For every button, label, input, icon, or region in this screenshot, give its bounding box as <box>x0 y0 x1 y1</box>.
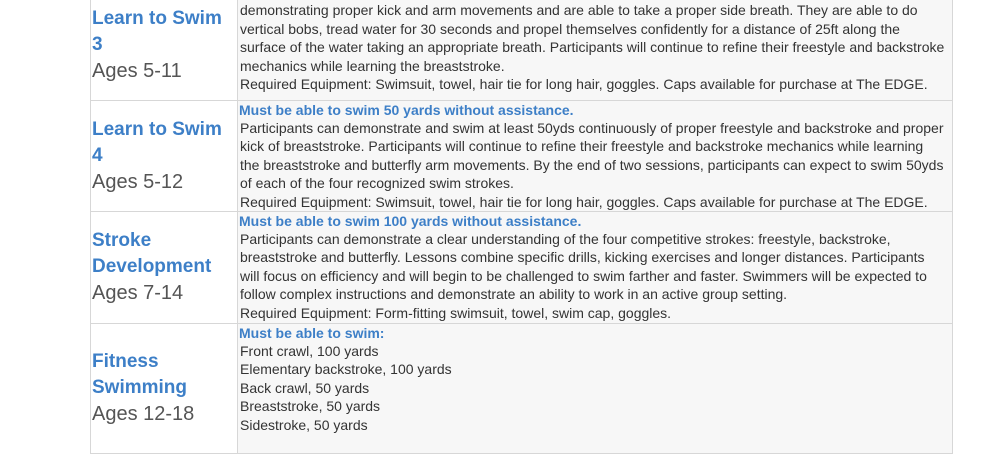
class-description-cell <box>238 0 953 101</box>
class-description-cell <box>238 324 953 454</box>
class-description <box>239 0 952 75</box>
class-requirement: Must be able to swim 100 yards without assistance. <box>239 213 582 230</box>
skill-list-item: Elementary backstroke, 100 yards <box>240 361 452 378</box>
class-row-fitness-swimming <box>91 324 953 454</box>
class-description: Participants can demonstrate and swim at least 50yds continuously of proper freestyle and backstroke and proper kick of breaststroke. Participants will continue to refine their freestyle and backstroke mechanics while learning the breaststroke and butterfly arm movements. By the end of two sessions, participants can expect to swim 50yds of each of the four recognized swim strokes. <box>240 120 944 192</box>
skill-list-item: Sidestroke, 50 yards <box>240 416 368 433</box>
class-requirement: Must be able to swim: <box>239 325 385 342</box>
class-ages: Ages 5-12 <box>92 170 184 193</box>
class-ages: Ages 5-11 <box>92 60 182 82</box>
class-equipment: Required Equipment: Swimsuit, towel, hair tie for long hair, goggles. Caps available for purchase at The EDGE. <box>240 76 928 93</box>
skill-list-item: Front crawl, 100 yards <box>240 343 379 360</box>
class-name-cell <box>91 0 238 101</box>
class-description: Participants can demonstrate a clear understanding of the four competitive strokes: freestyle, backstroke, breaststroke and butterfly. Lessons combine specific drills, kicking exercises and longer distances. Participants will focus on efficiency and will begin to be challenged to swim farther and faster. Swimmers will be expected to follow complex instructions and demonstrate an ability to work in an active group setting. <box>240 231 927 303</box>
class-ages: Ages 7-14 <box>92 282 184 305</box>
class-title: Learn to Swim 4 <box>92 118 222 166</box>
class-name-cell <box>91 324 238 454</box>
class-title: Fitness Swimming <box>92 351 188 399</box>
swim-classes-table <box>90 0 953 454</box>
class-ages: Ages 12-18 <box>92 403 195 426</box>
class-description-text: demonstrating proper kick and arm movements and are able to take a proper side breath. They are able to do vertical bobs, tread water for 30 seconds and propel themselves confidently for a distance of 25ft along the surface of the water taking an appropriate breath. Participants will continue to refine their freestyle and backstroke mechanics while learning the breaststroke. <box>240 2 945 74</box>
class-requirement: Must be able to swim 50 yards without assistance. <box>239 102 574 118</box>
class-row-learn-to-swim-4 <box>91 101 953 212</box>
class-name-cell <box>91 101 238 212</box>
class-description-cell <box>238 212 953 324</box>
class-name-cell <box>91 212 238 324</box>
class-row-stroke-development <box>91 212 953 324</box>
skill-list-item: Breaststroke, 50 yards <box>240 398 381 415</box>
class-description-cell <box>238 101 953 212</box>
class-title: Learn to Swim 3 <box>92 8 222 55</box>
class-equipment: Required Equipment: Swimsuit, towel, hair tie for long hair, goggles. Caps available for purchase at The EDGE. <box>240 193 928 210</box>
skill-list-item: Back crawl, 50 yards <box>240 379 370 396</box>
class-title: Stroke Development <box>92 230 212 278</box>
class-equipment: Required Equipment: Form-fitting swimsuit, towel, swim cap, goggles. <box>240 304 672 321</box>
class-row-learn-to-swim-3 <box>91 0 953 101</box>
